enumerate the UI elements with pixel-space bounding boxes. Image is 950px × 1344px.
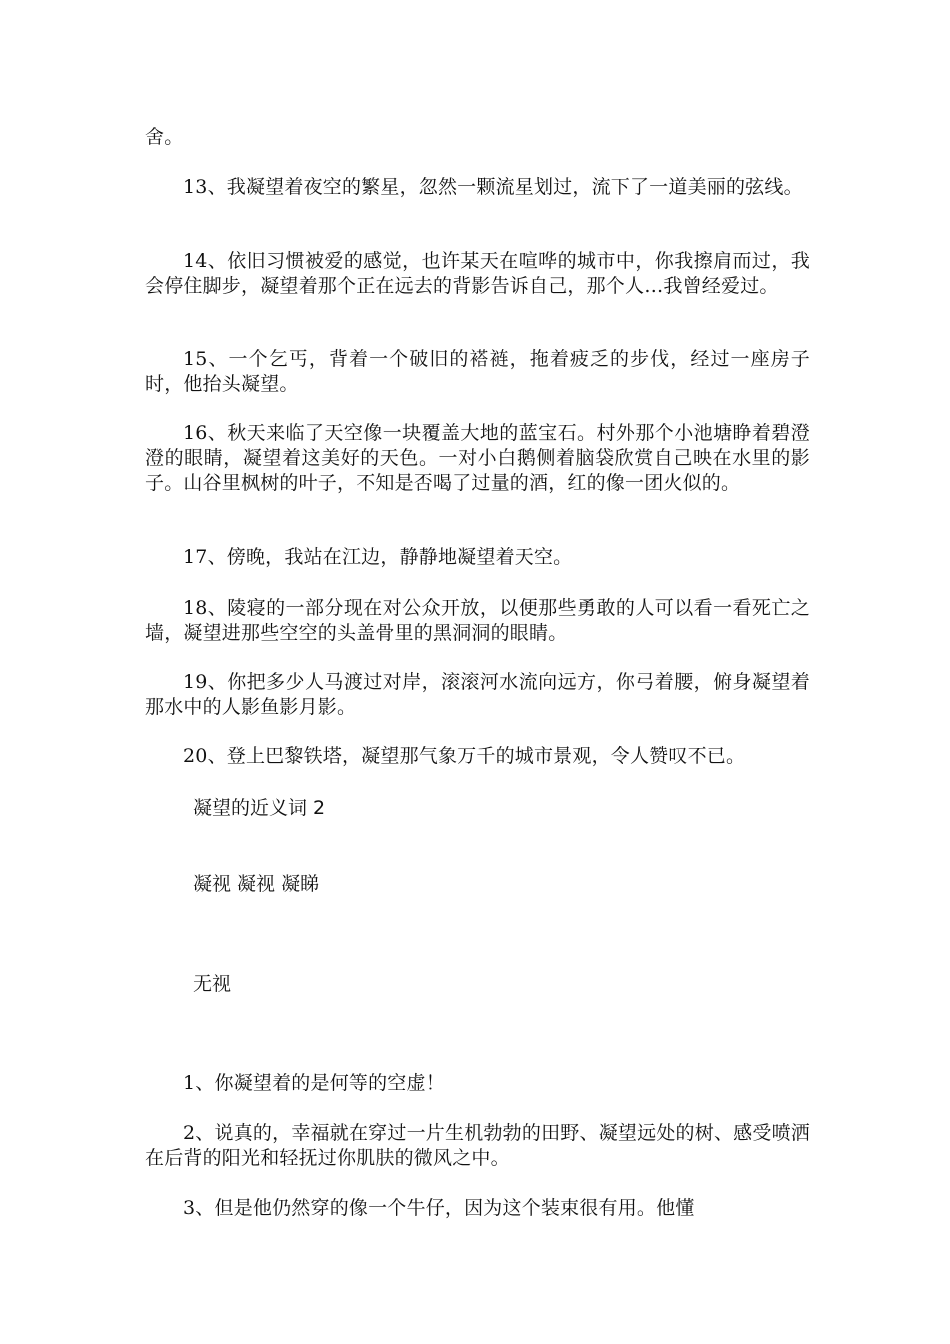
paragraph-18: 18、陵寝的一部分现在对公众开放，以便那些勇敢的人可以看一看死亡之墙，凝望进那些空空的头盖骨里的黑洞洞的眼睛。: [145, 597, 810, 644]
example-2: 2、说真的，幸福就在穿过一片生机勃勃的田野、凝望远处的树、感受喷洒在后背的阳光和轻抚过你肌肤的微风之中。: [145, 1122, 810, 1169]
antonyms-list: 无视: [193, 973, 232, 995]
paragraph-16: 16、秋天来临了天空像一块覆盖大地的蓝宝石。村外那个小池塘睁着碧澄澄的眼睛，凝望着这美好的天色。一对小白鹅侧着脑袋欣赏自己映在水里的影子。山谷里枫树的叶子，不知是否喝了过量的酒，红的像一团火似的。: [145, 422, 810, 494]
paragraph-continuation: 舍。: [145, 126, 184, 148]
example-1: 1、你凝望着的是何等的空虚！: [183, 1072, 445, 1094]
example-3: 3、但是他仍然穿的像一个牛仔，因为这个装束很有用。他懂: [183, 1197, 695, 1219]
paragraph-19: 19、你把多少人马渡过对岸，滚滚河水流向远方，你弓着腰，俯身凝望着那水中的人影鱼影月影。: [145, 671, 810, 718]
paragraph-14: 14、依旧习惯被爱的感觉，也许某天在喧哗的城市中，你我擦肩而过，我会停住脚步，凝望着那个正在远去的背影告诉自己，那个人…我曾经爱过。: [145, 250, 810, 297]
paragraph-13: 13、我凝望着夜空的繁星，忽然一颗流星划过，流下了一道美丽的弦线。: [183, 176, 803, 198]
synonyms-list: 凝视 凝视 凝睇: [193, 873, 320, 895]
paragraph-15: 15、一个乞丐，背着一个破旧的褡裢，拖着疲乏的步伐，经过一座房子时，他抬头凝望。: [145, 348, 810, 395]
paragraph-17: 17、傍晚，我站在江边，静静地凝望着天空。: [183, 546, 573, 568]
section-heading: 凝望的近义词 2: [193, 797, 326, 819]
paragraph-20: 20、登上巴黎铁塔，凝望那气象万千的城市景观，令人赞叹不已。: [183, 745, 746, 767]
